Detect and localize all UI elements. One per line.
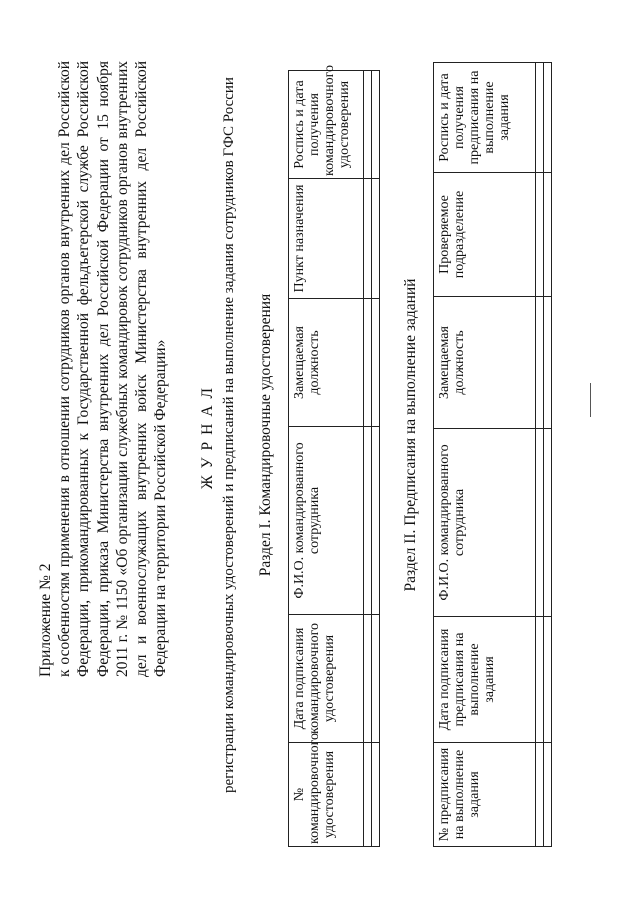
- column-header: Роспись и дата получения предписания на выполнение задания: [434, 63, 536, 173]
- journal-subheading: регистрации командировочных удостоверений и предписаний на выполнение задания сотрудников ГФС России: [221, 77, 237, 793]
- table-cell: [371, 427, 379, 615]
- column-header: Ф.И.О. командированного сотрудника: [434, 429, 536, 617]
- table-cell: [536, 173, 544, 297]
- table-row: [371, 71, 379, 847]
- center-mark-divider: [590, 383, 591, 417]
- table-cell: [363, 179, 371, 299]
- appendix-text: к особенностям применения в отношении сотрудников органов внутренних дел Российской Федерации, прикомандированных к Государственной фельдъегерской службе Российской Федерации, приказа Министерства внутренних дел Российской Федерации от 15 ноября 2011 г. № 1150 «Об организации служебных командировок сотрудников органов внутренних дел и военнослужащих внутренних войск Министерства внутренних дел Российской Федерации на территории Российской Федерации»: [56, 61, 170, 677]
- table-cell: [371, 743, 379, 847]
- table-cell: [371, 179, 379, 299]
- column-header: Роспись и дата получения командировочного удостоверения: [289, 71, 364, 179]
- table-header-row: [289, 71, 364, 847]
- column-header: Ф.И.О. командированного сотрудника: [289, 427, 364, 615]
- table-row: [536, 63, 544, 847]
- section1-table: [288, 65, 380, 847]
- table-cell: [544, 617, 552, 743]
- table-cell: [544, 63, 552, 173]
- section1-title: Раздел I. Командировочные удостоверения: [257, 293, 274, 577]
- table-header-row: [434, 63, 536, 847]
- appendix-title: Приложение № 2: [37, 563, 54, 677]
- table-cell: [363, 71, 371, 179]
- column-header: № предписания на выполнение задания: [434, 743, 536, 847]
- table-row: [363, 71, 371, 847]
- table-cell: [536, 617, 544, 743]
- table-cell: [363, 743, 371, 847]
- column-header: Замещаемая должность: [289, 299, 364, 427]
- column-header: Замещаемая должность: [434, 297, 536, 429]
- table-cell: [371, 299, 379, 427]
- table-cell: [363, 427, 371, 615]
- column-header: № командировочного удостоверения: [289, 743, 364, 847]
- journal-header: [197, 35, 239, 835]
- table-row: [544, 63, 552, 847]
- section2-table: [433, 62, 552, 847]
- table-cell: [544, 429, 552, 617]
- table-cell: [544, 173, 552, 297]
- table-cell: [544, 297, 552, 429]
- column-header: Дата подписания предписания на выполнение задания: [434, 617, 536, 743]
- column-header: Дата подписания командировочного удостоверения: [289, 615, 364, 743]
- table-cell: [536, 429, 544, 617]
- appendix-block: [36, 61, 170, 677]
- table-cell: [536, 297, 544, 429]
- table-cell: [536, 743, 544, 847]
- section2-title: Раздел II. Предписания на выполнение заданий: [402, 278, 419, 592]
- table-cell: [544, 743, 552, 847]
- table-cell: [363, 615, 371, 743]
- journal-heading: ЖУРНАЛ: [199, 380, 216, 490]
- table-cell: [371, 71, 379, 179]
- table-cell: [536, 63, 544, 173]
- table-cell: [363, 299, 371, 427]
- column-header: Проверяемое подразделение: [434, 173, 536, 297]
- column-header: Пункт назначения: [289, 179, 364, 299]
- table-cell: [371, 615, 379, 743]
